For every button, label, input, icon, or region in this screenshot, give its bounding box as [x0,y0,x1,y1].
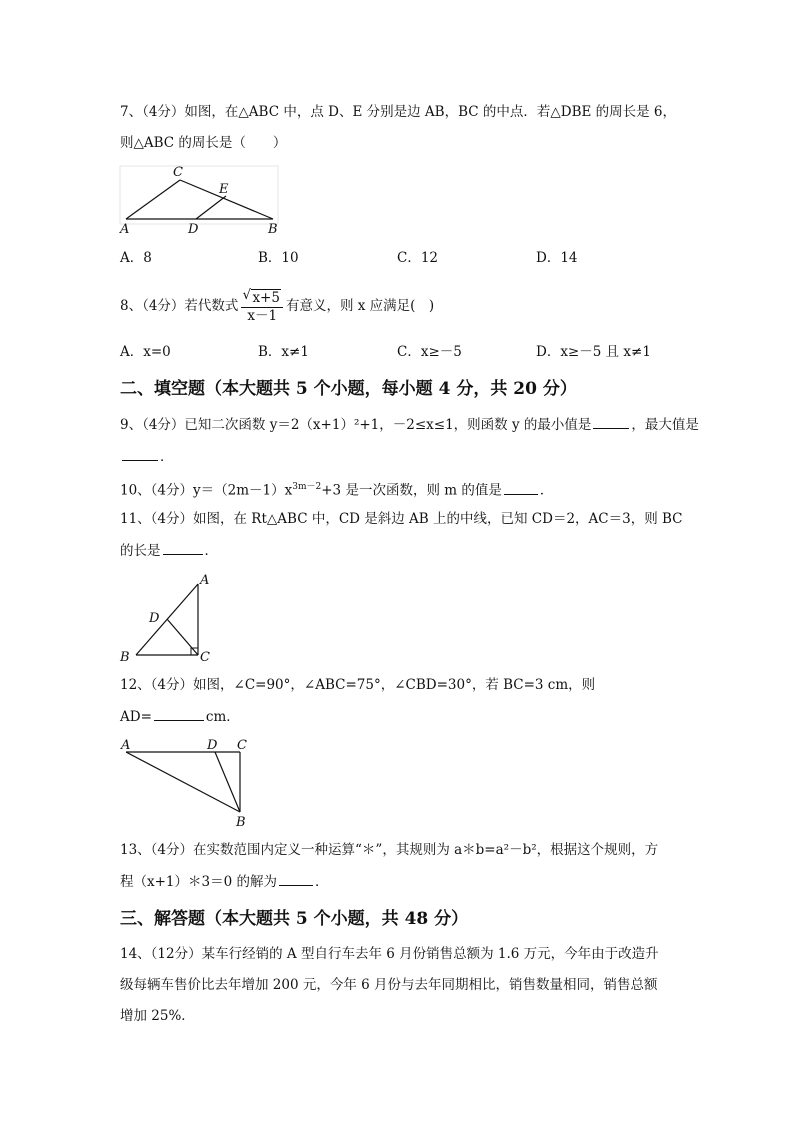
q7-line1: 7、（4分）如图，在△ABC 中，点 D、E 分别是边 AB，BC 的中点．若△DBE 的周长是 6， [120,104,677,120]
q13-text: 程（x+1）＊3＝0 的解为 [120,874,277,890]
q11-line1: 11、（4分）如图，在 Rt△ABC 中，CD 是斜边 AB 上的中线，已知 CD＝2，AC＝3，则 BC [120,511,683,527]
q14-line1: 14、（12分）某车行经销的 A 型自行车去年 6 月份销售总额为 1.6 万元，今年由于改造升 [120,946,659,962]
q7-segment-de [196,196,226,219]
q9-mid: ，最大值是 [631,417,699,433]
q11-figure [118,572,213,667]
q12-side-ab [126,752,240,812]
q8-prefix: 8、（4分）若代数式 [120,298,239,314]
q8-option-d: D．x≥－5 且 x≠1 [536,344,651,360]
q12-label-c: C [237,738,247,753]
q12-unit: cm． [205,709,240,725]
section-2-heading: 二、填空题（本大题共 5 个小题，每小题 4 分，共 20 分） [120,379,577,399]
q12-segment-bd [215,752,240,812]
q14-line2: 级每辆车售价比去年增加 200 元，今年 6 月份与去年同期相比，销售数量相同，销售总额 [120,977,658,993]
q11-line2 [120,540,218,561]
q12-label-a: A [121,738,131,753]
q8-stem [120,287,434,325]
q8-option-b: B．x≠1 [258,344,309,360]
section-3-heading: 三、解答题（本大题共 5 个小题，共 48 分） [120,909,469,929]
q7-label-c: C [173,165,183,180]
q11-end: ． [204,543,218,559]
q8-denominator: x－1 [247,307,278,324]
q12-label-d: D [207,738,218,753]
q13-line2 [120,871,328,892]
q10-blank[interactable] [504,480,538,495]
q7-label-e: E [219,182,229,197]
q12-label-b: B [236,815,246,830]
q13-line1: 13、（4分）在实数范围内定义一种运算“＊”，其规则为 a＊b=a²－b²，根据这个规则，方 [120,842,659,858]
q11-label-b: B [120,650,130,665]
q7-label-a: A [120,222,130,237]
q7-option-b: B．10 [258,250,299,266]
q14-line3: 增加 25%． [120,1008,195,1024]
q12-blank[interactable] [154,706,204,721]
q12-line2 [120,706,240,727]
q10-rest: +3 是一次函数，则 m 的值是 [321,482,502,499]
q11-text: 的长是 [120,543,161,559]
q11-median-cd [167,619,198,655]
q7-side-ac [126,180,180,219]
q8-option-a: A．x=0 [120,344,171,360]
q7-label-d: D [188,222,199,237]
q7-option-c: C．12 [397,250,439,266]
q9-text: 9、（4分）已知二次函数 y＝2（x+1）²+1，－2≤x≤1，则函数 y 的最小值是 [120,417,592,433]
q8-sqrt: √ x+5 [251,289,281,307]
q12-line1: 12、（4分）如图，∠C=90°，∠ABC=75°，∠CBD=30°，若 BC=3 cm，则 [120,677,596,693]
q9-line1 [120,414,699,435]
q7-label-b: B [268,222,278,237]
q10-exponent: 3m－2 [292,482,322,492]
q9-end: ． [160,449,174,465]
q7-option-a: A．8 [120,250,152,266]
q10-text: 10、（4分）y＝（2m－1）x [120,482,293,499]
q10-line [120,477,553,501]
q7-figure [118,163,283,238]
q11-label-d: D [149,611,160,626]
q9-blank-min[interactable] [593,414,629,429]
q7-line2: 则△ABC 的周长是（ ） [120,135,287,151]
q9-line2 [120,446,174,467]
q7-option-d: D．14 [536,250,578,266]
q7-figure-frame [120,166,278,224]
q12-text: AD= [120,709,152,725]
q13-blank[interactable] [279,871,313,886]
q11-label-a: A [200,573,210,588]
q11-blank[interactable] [163,540,203,555]
q10-end: ． [539,482,554,499]
q9-blank-max[interactable] [122,446,158,461]
q8-fraction [241,289,283,325]
q8-option-c: C．x≥－5 [397,344,462,360]
q12-figure [118,735,258,830]
q8-numerator [241,289,283,308]
q11-label-c: C [200,650,210,665]
q8-suffix: 有意义，则 x 应满足( ) [285,298,435,314]
q13-end: ． [314,874,329,890]
